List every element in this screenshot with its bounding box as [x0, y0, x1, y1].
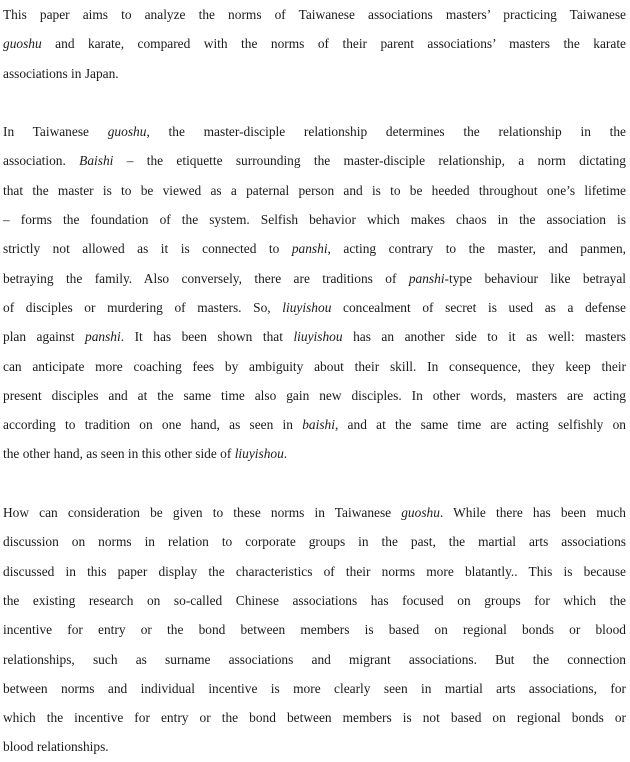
text-line — [3, 117, 626, 146]
text-line — [3, 703, 626, 732]
text-line — [3, 439, 626, 468]
text-run: concealment of secret is used as a defense — [331, 299, 626, 315]
text-line — [3, 205, 626, 234]
text-run: associations in Japan. — [3, 65, 119, 81]
text-line — [3, 645, 626, 674]
text-run: discussed in this paper display the characteristics of their norms more blatantly.. This is because — [3, 563, 626, 579]
text-line — [3, 586, 626, 615]
text-line — [3, 674, 626, 703]
italic-term: Baishi — [79, 153, 114, 169]
text-line — [3, 615, 626, 644]
text-run: , and at the same time are acting selfishly on — [334, 417, 626, 433]
text-run: plan against — [3, 329, 85, 345]
text-line — [3, 352, 626, 381]
paragraph-1 — [3, 0, 626, 88]
text-line — [3, 498, 626, 527]
text-run: of disciples or murdering of masters. So, — [3, 299, 283, 315]
italic-term: panshi — [291, 241, 328, 257]
text-run: present disciples and at the same time also gain new disciples. In other words, masters are acting — [3, 387, 626, 403]
text-line — [3, 0, 626, 29]
text-run: blood relationships. — [3, 739, 109, 755]
text-run: – forms the foundation of the system. Selfish behavior which makes chaos in the association is — [3, 212, 626, 228]
text-run: , acting contrary to the master, and panmen, — [327, 241, 626, 257]
text-run: , the master-disciple relationship determines the relationship in the — [146, 124, 626, 140]
text-run: . — [283, 446, 288, 462]
italic-term: guoshu — [107, 124, 147, 140]
text-run: strictly not allowed as it is connected to — [3, 241, 292, 257]
italic-term: liuyishou — [293, 329, 343, 345]
document-page — [3, 0, 626, 762]
paragraph-spacer — [3, 469, 626, 498]
text-run: How can consideration be given to these norms in Taiwanese — [3, 505, 402, 521]
text-run: . It has been shown that — [120, 329, 294, 345]
text-line — [3, 264, 626, 293]
text-line — [3, 322, 626, 351]
text-run: has an another side to it as well: masters — [342, 329, 626, 345]
text-run: incentive for entry or the bond between members is based on regional bonds or blood — [3, 622, 626, 638]
text-line — [3, 732, 626, 761]
paragraph-3 — [3, 498, 626, 762]
text-run: the existing research on so-called Chinese associations has focused on groups for which the — [3, 592, 626, 608]
italic-term: guoshu — [401, 505, 440, 521]
text-line — [3, 293, 626, 322]
text-line — [3, 527, 626, 556]
italic-term: baishi — [302, 417, 335, 433]
text-run: – the etiquette surrounding the master-disciple relationship, a norm dictating — [113, 153, 626, 169]
text-run: In Taiwanese — [3, 124, 108, 140]
paragraph-spacer — [3, 88, 626, 117]
text-run: association. — [3, 153, 80, 169]
text-line — [3, 176, 626, 205]
text-run: This paper aims to analyze the norms of Taiwanese associations masters’ practicing Taiwanese — [3, 7, 626, 22]
text-run: according to tradition on one hand, as seen in — [3, 417, 303, 433]
text-line — [3, 59, 626, 88]
text-line — [3, 146, 626, 175]
text-run: between norms and individual incentive is more clearly seen in martial arts associations, for — [3, 680, 626, 696]
italic-term: guoshu — [3, 36, 42, 52]
text-run: the other hand, as seen in this other side of — [3, 446, 235, 462]
text-run: and karate, compared with the norms of their parent associations’ masters the karate — [41, 36, 626, 52]
text-run: relationships, such as surname associations and migrant associations. But the connection — [3, 651, 626, 667]
text-line — [3, 381, 626, 410]
italic-term: panshi — [85, 329, 121, 345]
italic-term: liuyishou — [234, 446, 284, 462]
italic-term: liuyishou — [282, 299, 332, 315]
text-run: that the master is to be viewed as a paternal person and is to be heeded throughout one’s lifetime — [3, 182, 626, 198]
text-line — [3, 557, 626, 586]
text-run: . While there has been much — [439, 505, 626, 521]
text-run: betraying the family. Also conversely, there are traditions of — [3, 270, 409, 286]
text-run: -type behaviour like betrayal — [444, 270, 626, 286]
text-run: can anticipate more coaching fees by ambiguity about their skill. In consequence, they keep their — [3, 358, 626, 374]
text-run: discussion on norms in relation to corporate groups in the past, the martial arts associations — [3, 534, 626, 550]
text-line — [3, 410, 626, 439]
text-run: which the incentive for entry or the bond between members is not based on regional bonds or — [3, 710, 626, 726]
text-line — [3, 29, 626, 58]
italic-term: panshi — [408, 270, 445, 286]
text-line — [3, 234, 626, 263]
paragraph-2 — [3, 117, 626, 469]
